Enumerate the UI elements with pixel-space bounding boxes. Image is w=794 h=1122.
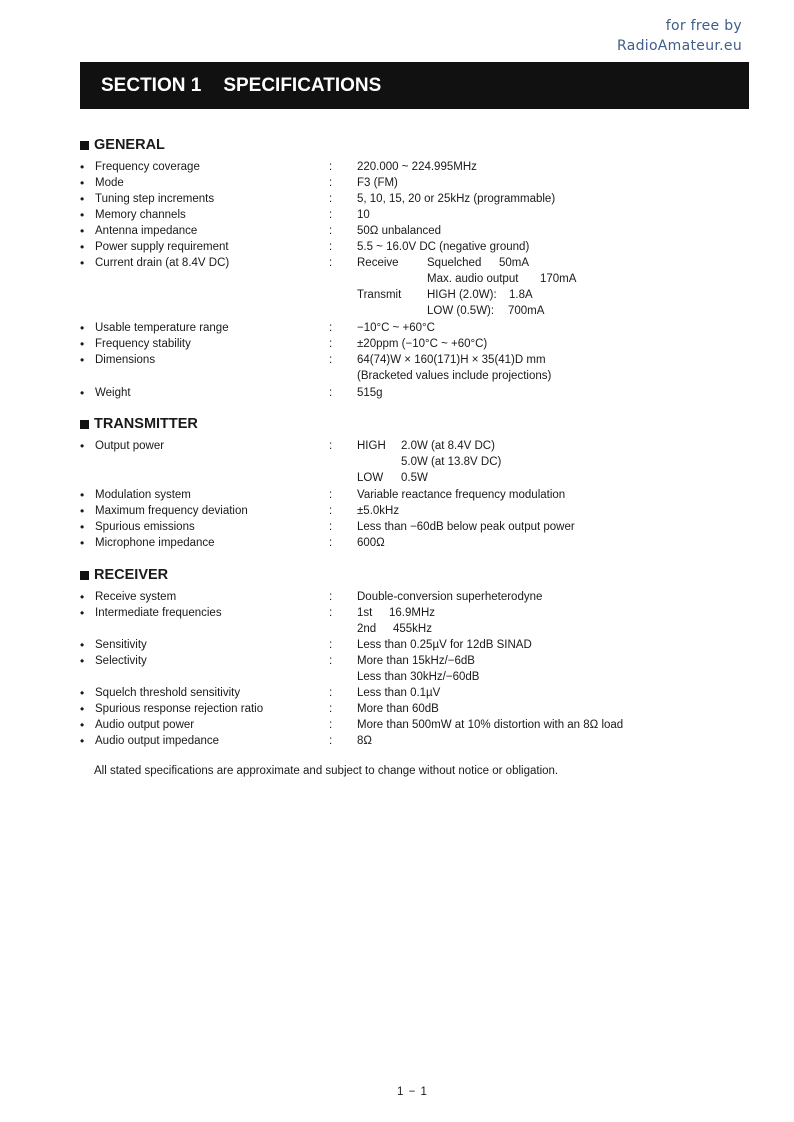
spec-row: [80, 207, 740, 223]
spec-row-current-drain: [80, 255, 740, 271]
spec-label: Weight: [95, 387, 131, 399]
spec-row: [80, 239, 740, 255]
spec-label: Maximum frequency deviation: [95, 505, 248, 517]
spec-row: [80, 159, 740, 175]
bullet-icon: •: [80, 224, 85, 238]
section-number: SECTION 1: [101, 74, 202, 96]
spec-value-continued: Less than 30kHz/−60dB: [357, 671, 480, 683]
spec-value: 64(74)W × 160(171)H × 35(41)D mm: [357, 354, 546, 366]
bullet-icon: •: [80, 686, 85, 700]
bullet-icon: •: [80, 386, 85, 400]
bullet-icon: •: [80, 321, 85, 335]
output-high-value-1: 2.0W (at 8.4V DC): [401, 440, 495, 452]
bullet-icon: •: [80, 638, 85, 652]
spec-value: Less than 0.25µV for 12dB SINAD: [357, 639, 532, 651]
spec-row: [80, 717, 740, 733]
square-bullet-icon: [80, 141, 89, 150]
spec-value: 515g: [357, 387, 383, 399]
low-value: 700mA: [508, 305, 545, 317]
receiver-heading: [80, 566, 168, 584]
squelched-label: Squelched: [427, 257, 482, 269]
spec-value: More than 60dB: [357, 703, 439, 715]
spec-row: [80, 175, 740, 191]
bullet-icon: •: [80, 337, 85, 351]
spec-value: Less than −60dB below peak output power: [357, 521, 575, 533]
squelched-value: 50mA: [499, 257, 530, 269]
spec-label: Sensitivity: [95, 639, 147, 651]
colon: :: [329, 655, 333, 667]
spec-row: [80, 320, 740, 336]
spec-row: [80, 637, 740, 653]
spec-label: Usable temperature range: [95, 322, 229, 334]
spec-label: Spurious response rejection ratio: [95, 703, 264, 715]
spec-label: Selectivity: [95, 655, 147, 667]
spec-value: More than 500mW at 10% distortion with an 8Ω load: [357, 719, 624, 731]
spec-label: Current drain (at 8.4V DC): [95, 257, 230, 269]
spec-value: ±20ppm (−10°C ~ +60°C): [357, 338, 488, 350]
spec-label: Microphone impedance: [95, 537, 215, 549]
colon: :: [329, 177, 333, 189]
colon: :: [329, 225, 333, 237]
colon: :: [329, 687, 333, 699]
spec-label: Dimensions: [95, 354, 156, 366]
bullet-icon: •: [80, 520, 85, 534]
colon: :: [329, 591, 333, 603]
bullet-icon: •: [80, 256, 85, 270]
colon: :: [329, 639, 333, 651]
colon: :: [329, 735, 333, 747]
spec-row: [80, 503, 740, 519]
bullet-icon: •: [80, 160, 85, 174]
colon: :: [329, 521, 333, 533]
colon: :: [329, 440, 333, 452]
spec-value-continued: (Bracketed values include projections): [357, 370, 552, 382]
colon: :: [329, 161, 333, 173]
spec-value: F3 (FM): [357, 177, 398, 189]
colon: :: [329, 193, 333, 205]
spec-label: Power supply requirement: [95, 241, 229, 253]
spec-value: Less than 0.1µV: [357, 687, 441, 699]
high-value: 1.8A: [509, 289, 533, 301]
if-second-value: 455kHz: [393, 623, 432, 635]
colon: :: [329, 322, 333, 334]
receiver-heading-text: RECEIVER: [94, 567, 169, 583]
spec-value: 5.5 ~ 16.0V DC (negative ground): [357, 241, 530, 253]
section-header: [80, 62, 749, 109]
watermark-line2: RadioAmateur.eu: [616, 38, 742, 54]
spec-row: [80, 352, 740, 368]
if-first-label: 1st: [357, 607, 373, 619]
spec-label: Output power: [95, 440, 165, 452]
spec-value: 10: [357, 209, 370, 221]
output-high-value-2: 5.0W (at 13.8V DC): [401, 456, 502, 468]
spec-row: [80, 191, 740, 207]
spec-value: More than 15kHz/−6dB: [357, 655, 475, 667]
if-second-label: 2nd: [357, 623, 377, 635]
spec-label: Audio output impedance: [95, 735, 220, 747]
bullet-icon: •: [80, 240, 85, 254]
spec-label: Memory channels: [95, 209, 186, 221]
output-low-label: LOW: [357, 472, 384, 484]
bullet-icon: •: [80, 176, 85, 190]
colon: :: [329, 489, 333, 501]
spec-value: −10°C ~ +60°C: [357, 322, 435, 334]
bullet-icon: •: [80, 654, 85, 668]
bullet-icon: •: [80, 702, 85, 716]
disclaimer-note: All stated specifications are approximate and subject to change without notice or obligation.: [94, 765, 559, 777]
spec-label: Modulation system: [95, 489, 191, 501]
spec-row: [80, 336, 740, 352]
max-audio-value: 170mA: [540, 273, 577, 285]
spec-value: 50Ω unbalanced: [357, 225, 442, 237]
bullet-icon: •: [80, 504, 85, 518]
colon: :: [329, 607, 333, 619]
spec-value: Double-conversion superheterodyne: [357, 591, 543, 603]
bullet-icon: •: [80, 208, 85, 222]
if-first-value: 16.9MHz: [389, 607, 436, 619]
spec-row: [80, 653, 740, 669]
spec-value: 5, 10, 15, 20 or 25kHz (programmable): [357, 193, 556, 205]
colon: :: [329, 537, 333, 549]
bullet-icon: •: [80, 192, 85, 206]
general-heading-text: GENERAL: [94, 137, 165, 153]
spec-label: Audio output power: [95, 719, 195, 731]
spec-value: ±5.0kHz: [357, 505, 400, 517]
output-high-label: HIGH: [357, 440, 386, 452]
page-number: 1 − 1: [397, 1086, 428, 1098]
bullet-icon: •: [80, 353, 85, 367]
low-label: LOW (0.5W):: [427, 305, 495, 317]
max-audio-label: Max. audio output: [427, 273, 519, 285]
spec-row: [80, 589, 740, 605]
bullet-icon: •: [80, 439, 85, 453]
spec-row: [80, 685, 740, 701]
section-title: SPECIFICATIONS: [223, 74, 382, 96]
transmit-label: Transmit: [357, 289, 402, 301]
colon: :: [329, 338, 333, 350]
spec-row: [80, 535, 740, 551]
spec-label: Receive system: [95, 591, 177, 603]
bullet-icon: •: [80, 606, 85, 620]
spec-label: Frequency stability: [95, 338, 191, 350]
spec-label: Mode: [95, 177, 124, 189]
square-bullet-icon: [80, 420, 89, 429]
colon: :: [329, 703, 333, 715]
transmitter-heading: [80, 415, 198, 433]
bullet-icon: •: [80, 488, 85, 502]
colon: :: [329, 257, 333, 269]
colon: :: [329, 387, 333, 399]
spec-row: [80, 385, 740, 401]
spec-label: Antenna impedance: [95, 225, 198, 237]
spec-label: Intermediate frequencies: [95, 607, 222, 619]
spec-label: Tuning step increments: [95, 193, 215, 205]
colon: :: [329, 719, 333, 731]
high-label: HIGH (2.0W):: [427, 289, 497, 301]
colon: :: [329, 241, 333, 253]
square-bullet-icon: [80, 571, 89, 580]
spec-row: [80, 487, 740, 503]
bullet-icon: •: [80, 536, 85, 550]
transmitter-heading-text: TRANSMITTER: [94, 416, 198, 432]
spec-label: Frequency coverage: [95, 161, 200, 173]
colon: :: [329, 209, 333, 221]
spec-row: [80, 733, 740, 749]
colon: :: [329, 354, 333, 366]
spec-value: Variable reactance frequency modulation: [357, 489, 566, 501]
bullet-icon: •: [80, 718, 85, 732]
spec-value: 8Ω: [357, 735, 372, 747]
spec-label: Spurious emissions: [95, 521, 195, 533]
spec-row: [80, 701, 740, 717]
watermark-line1: for free by: [665, 18, 742, 34]
spec-row: [80, 223, 740, 239]
bullet-icon: •: [80, 734, 85, 748]
bullet-icon: •: [80, 590, 85, 604]
spec-row: [80, 519, 740, 535]
general-heading: [80, 136, 165, 154]
spec-label: Squelch threshold sensitivity: [95, 687, 241, 699]
watermark: [617, 16, 742, 56]
spec-value: 220.000 ~ 224.995MHz: [357, 161, 477, 173]
colon: :: [329, 505, 333, 517]
spec-value: 600Ω: [357, 537, 385, 549]
receive-label: Receive: [357, 257, 399, 269]
output-low-value: 0.5W: [401, 472, 428, 484]
